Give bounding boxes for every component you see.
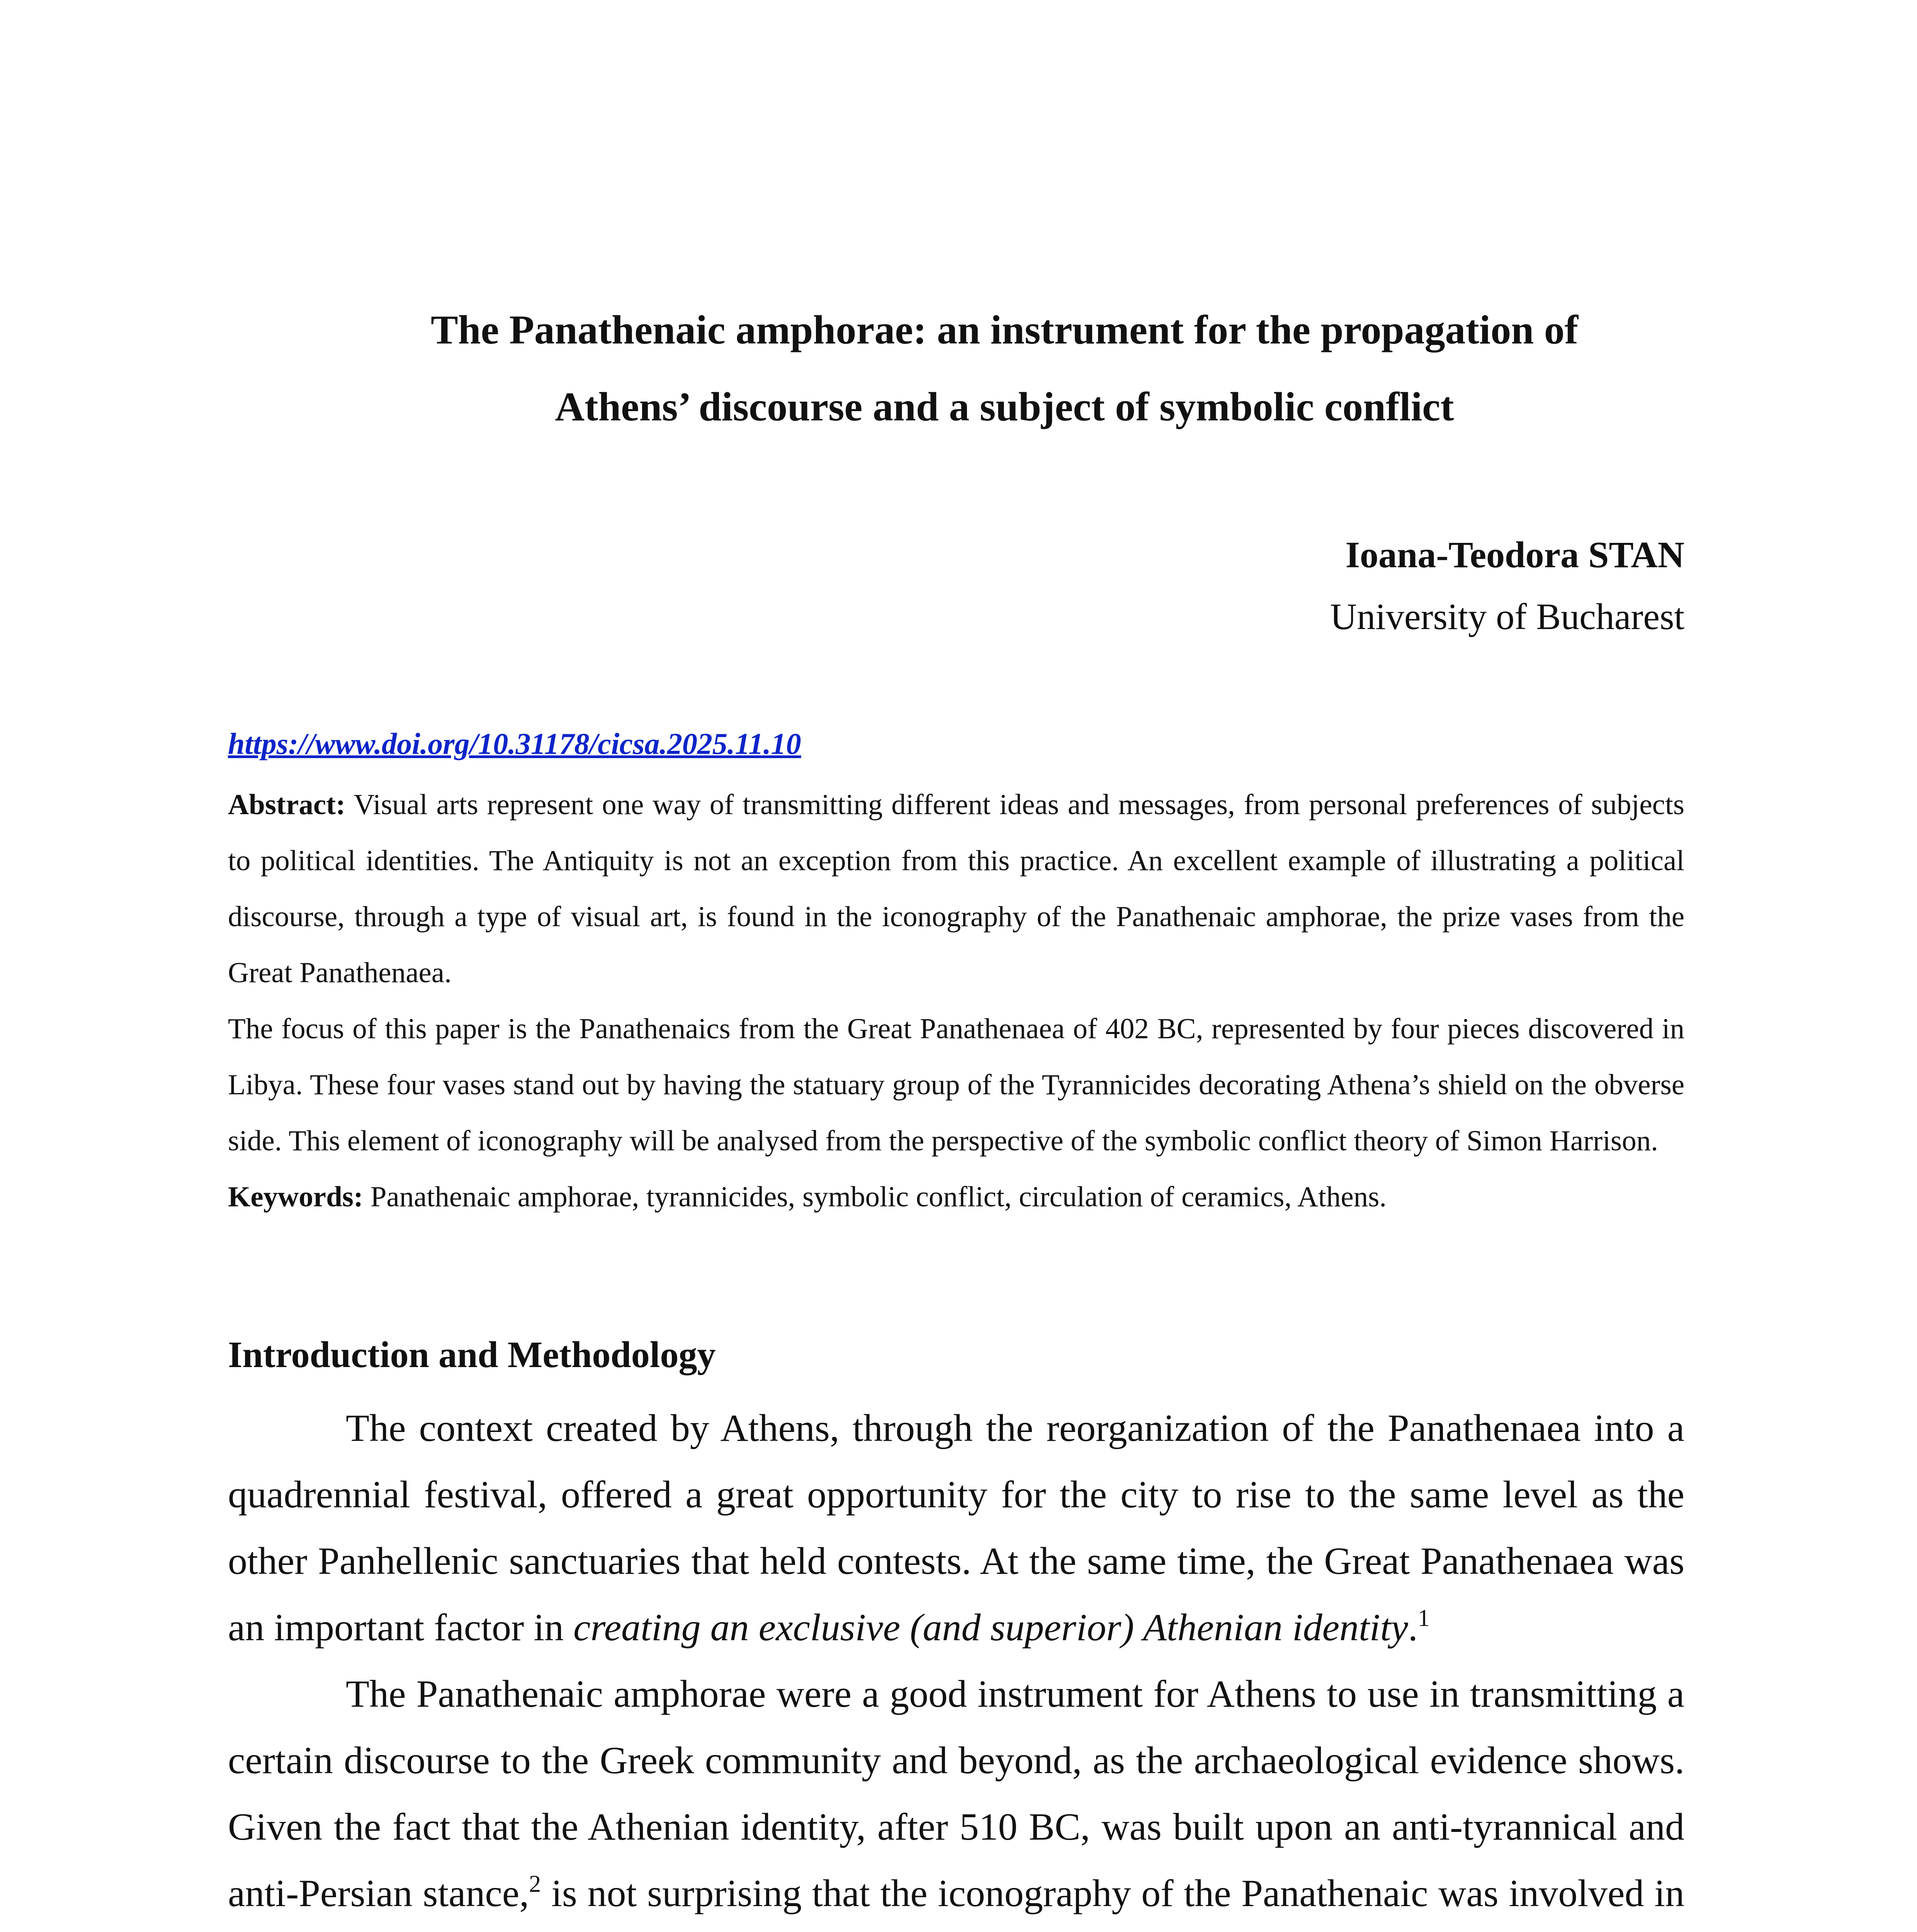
abstract-label: Abstract: [228,789,346,821]
abstract-paragraph-1 [228,777,1684,1001]
section-heading: Introduction and Methodology [228,1334,716,1375]
page-title [193,305,1816,431]
abstract [228,777,1684,1225]
doi-link[interactable]: https://www.doi.org/10.31178/cicsa.2025.11.10 [228,727,801,760]
author-name: Ioana-Teodora STAN [1345,534,1684,575]
body-text-span: The Panathenaic amphorae were a good instrument for Athens to use in transmitting a certain discourse to the Greek community and beyond, as the archaeological evidence shows. Given the fact that the Athenian identity, after 510 BC, was built upon an anti-tyrannical and anti-Persian stance, [228,1672,1684,1915]
body-text [228,1395,1684,1932]
title-line-2: Athens’ discourse and a subject of symbolic conflict [555,384,1454,430]
footnote-ref-1[interactable]: 1 [1417,1605,1430,1631]
body-text-span: . [1408,1606,1418,1649]
title-line-1: The Panathenaic amphorae: an instrument for the propagation of [430,307,1579,352]
body-italic-span: creating an exclusive (and superior) Athenian identity [573,1606,1408,1649]
footnote-ref-2[interactable]: 2 [529,1871,541,1897]
body-text-span: is not surprising that the iconography of the Panathenaic was involved in [551,1872,1684,1915]
body-paragraph-2 [228,1661,1684,1932]
body-text-span: The context created by Athens, through the reorganization of the Panathenaea into a quadrennial festival, offered a great opportunity for the city to rise to the same level as the other Panhellenic sanctuaries that held contests. At the same time, the Great Panathenaea was an important factor in [228,1406,1684,1649]
author-affiliation: University of Bucharest [1330,596,1684,637]
body-paragraph-1 [228,1395,1684,1661]
abstract-paragraph-2: The focus of this paper is the Panathenaics from the Great Panathenaea of 402 BC, represented by four pieces discovered in Libya. These four vases stand out by having the statuary group of the Tyrannicides decorating Athena’s shield on the obverse side. This element of iconography will be analysed from the perspective of the symbolic conflict theory of Simon Harrison. [228,1013,1684,1157]
keywords-label: Keywords: [228,1181,363,1213]
keywords-text: Panathenaic amphorae, tyrannicides, symbolic conflict, circulation of ceramics, Athens. [370,1181,1387,1213]
keywords [228,1169,1684,1225]
abstract-text-1: Visual arts represent one way of transmitting different ideas and messages, from personal preferences of subjects to political identities. The Antiquity is not an exception from this practice. An excellent example of illustrating a political discourse, through a type of visual art, is found in the iconography of the Panathenaic amphorae, the prize vases from the Great Panathenaea. [228,789,1684,989]
